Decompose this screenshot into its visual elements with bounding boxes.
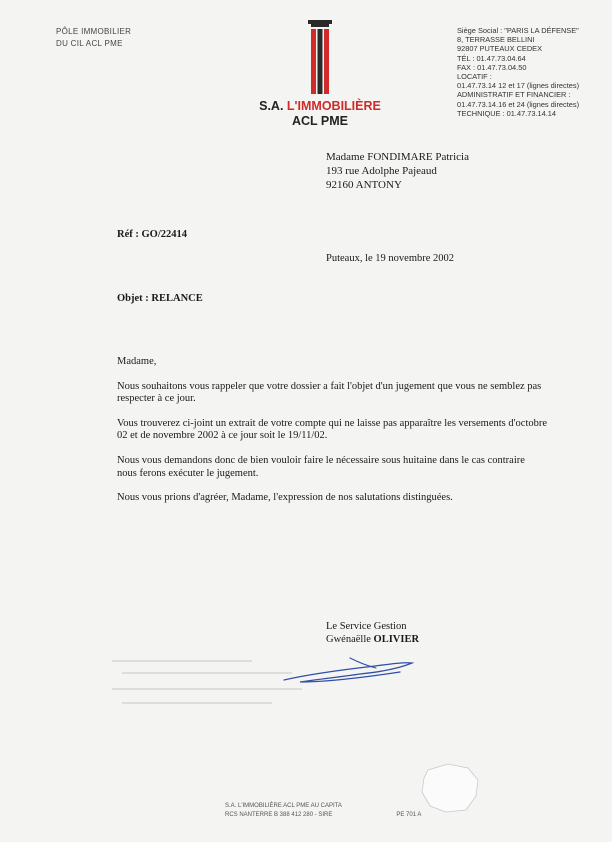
reference: Réf : GO/22414 — [117, 229, 187, 240]
logo-shaft-right — [324, 29, 329, 94]
siege-line: ADMINISTRATIF ET FINANCIER : — [457, 90, 571, 100]
pole-block — [56, 26, 131, 50]
brand-prefix: S.A. — [259, 99, 287, 113]
siege-line: 8, TERRASSE BELLINI — [457, 35, 535, 45]
siege-line: 01.47.73.14.16 et 24 (lignes directes) — [457, 99, 580, 109]
signatory-last-name: OLIVIER — [373, 634, 420, 645]
salutation: Madame, — [117, 356, 157, 367]
bleed-through-shadow — [112, 658, 312, 718]
brand-name: L'IMMOBILIÈRE — [286, 99, 381, 113]
letter-body — [117, 356, 547, 517]
siege-line: 01.47.73.14 12 et 17 (lignes directes) — [457, 81, 580, 91]
recipient-address — [326, 150, 469, 192]
subject: Objet : RELANCE — [117, 293, 203, 304]
paragraph-1: Nous souhaitons vous rappeler que votre dossier a fait l'objet d'un jugement que vous ne semblez pas respecter à ce jour. — [117, 380, 542, 405]
paragraph-2: Vous trouverez ci-joint un extrait de votre compte qui ne laisse pas apparaître les versements d'octobre 02 et de novembre 2002 à ce jour soit le 19/11/02. — [117, 417, 548, 442]
siege-line: 92807 PUTEAUX CEDEX — [457, 44, 543, 54]
siege-social-block — [457, 26, 579, 118]
brand-subtitle: ACL PME — [291, 114, 349, 128]
paragraph-4: Nous vous prions d'agréer, Madame, l'expression de nos salutations distinguées. — [117, 492, 453, 504]
recipient-city: 92160 ANTONY — [326, 179, 402, 191]
logo-shaft-left — [311, 29, 316, 94]
letter-date: Puteaux, le 19 novembre 2002 — [326, 253, 455, 264]
legal-footer — [225, 802, 421, 820]
siege-line: LOCATIF : — [457, 72, 492, 82]
paragraph-3: Nous vous demandons donc de bien vouloir faire le nécessaire sous huitaine dans le cas contraire nous ferons exécuter le jugement. — [117, 454, 525, 479]
footer-line-2-start: RCS NANTERRE B 388 412 280 - SIRE — [225, 812, 333, 818]
logo-capital — [308, 20, 332, 24]
pole-line: PÔLE IMMOBILIER — [56, 27, 132, 36]
logo-capital-band — [311, 24, 329, 27]
brand-title — [230, 99, 410, 113]
signatory-name — [326, 634, 419, 645]
siege-line: Siège Social : "PARIS LA DÉFENSE" — [457, 26, 579, 35]
footer-line-1: S.A. L'IMMOBILIÈRE ACL PME AU CAPITA — [225, 803, 342, 809]
footer-line-2 — [225, 811, 421, 820]
siege-line: TECHNIQUE : 01.47.73.14.14 — [457, 108, 557, 118]
recipient-name: Madame FONDIMARE Patricia — [326, 151, 469, 163]
pole-line: DU CIL ACL PME — [56, 39, 123, 48]
footer-line-2-end: PE 701 A — [396, 812, 422, 818]
siege-line: TÉL : 01.47.73.04.64 — [457, 53, 526, 63]
paper-patch — [418, 762, 482, 814]
column-logo-icon — [306, 20, 334, 94]
signatory-first-name: Gwénaëlle — [326, 634, 374, 645]
signatory-service: Le Service Gestion — [326, 621, 407, 632]
recipient-street: 193 rue Adolphe Pajeaud — [326, 165, 437, 177]
siege-line: FAX : 01.47.73.04.50 — [457, 62, 527, 72]
logo-shaft-center — [318, 29, 323, 94]
